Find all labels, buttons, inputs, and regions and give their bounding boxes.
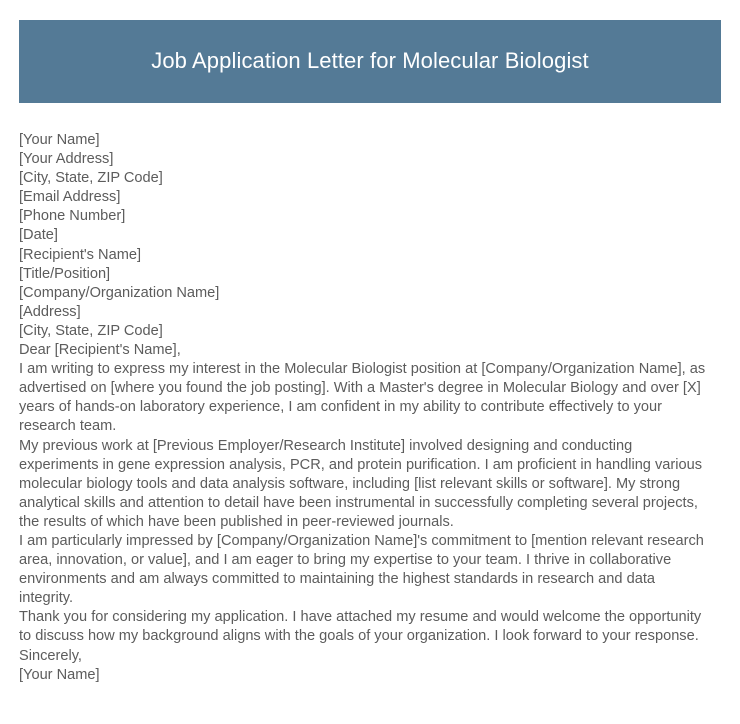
letter-paragraph: I am writing to express my interest in the Molecular Biologist position at [Company/Organization Name], as advertised on [where you found the job posting]. With a Master's degree in Molecular Biology and over [X] years of hands-on laboratory experience, I am confident in my ability to contribute effectively to your research team. xyxy=(19,361,706,435)
document-header-banner xyxy=(19,20,721,103)
letter-paragraph: My previous work at [Previous Employer/Research Institute] involved designing and conducting experiments in gene expression analysis, PCR, and protein purification. I am proficient in handling various molecular biology tools and data analysis software, including [list relevant skills or software]. My strong analytical skills and attention to detail have been instrumental in successfully completing several projects, the results of which have been published in peer-reviewed journals. xyxy=(19,437,703,530)
letter-line: Sincerely, xyxy=(19,647,82,664)
letter-line: [Date] xyxy=(19,227,58,244)
letter-line: [Address] xyxy=(19,303,81,320)
letter-line: [Phone Number] xyxy=(19,208,126,225)
letter-paragraph: I am particularly impressed by [Company/Organization Name]'s commitment to [mention relevant research area, innovation, or value], and I am eager to bring my expertise to your team. I thrive in collaborative environments and am always committed to maintaining the highest standards in research and data integrity. xyxy=(19,532,704,607)
letter-line: [Your Address] xyxy=(19,151,114,168)
letter-paragraph: Thank you for considering my application. I have attached my resume and would welcome the opportunity to discuss how my background aligns with the goals of your organization. I look forward to your response. xyxy=(19,609,702,645)
letter-line: [Company/Organization Name] xyxy=(19,284,220,301)
letter-line: [Your Name] xyxy=(19,666,100,683)
letter-line: [City, State, ZIP Code] xyxy=(19,170,163,187)
letter-line: Dear [Recipient's Name], xyxy=(19,342,181,359)
letter-line: [Email Address] xyxy=(19,189,121,206)
letter-line: [Your Name] xyxy=(19,132,100,148)
letter-line: [City, State, ZIP Code] xyxy=(19,322,163,339)
letter-body xyxy=(19,131,713,685)
letter-line: [Title/Position] xyxy=(19,265,111,282)
page-title: Job Application Letter for Molecular Biologist xyxy=(151,48,589,74)
letter-line: [Recipient's Name] xyxy=(19,246,142,263)
